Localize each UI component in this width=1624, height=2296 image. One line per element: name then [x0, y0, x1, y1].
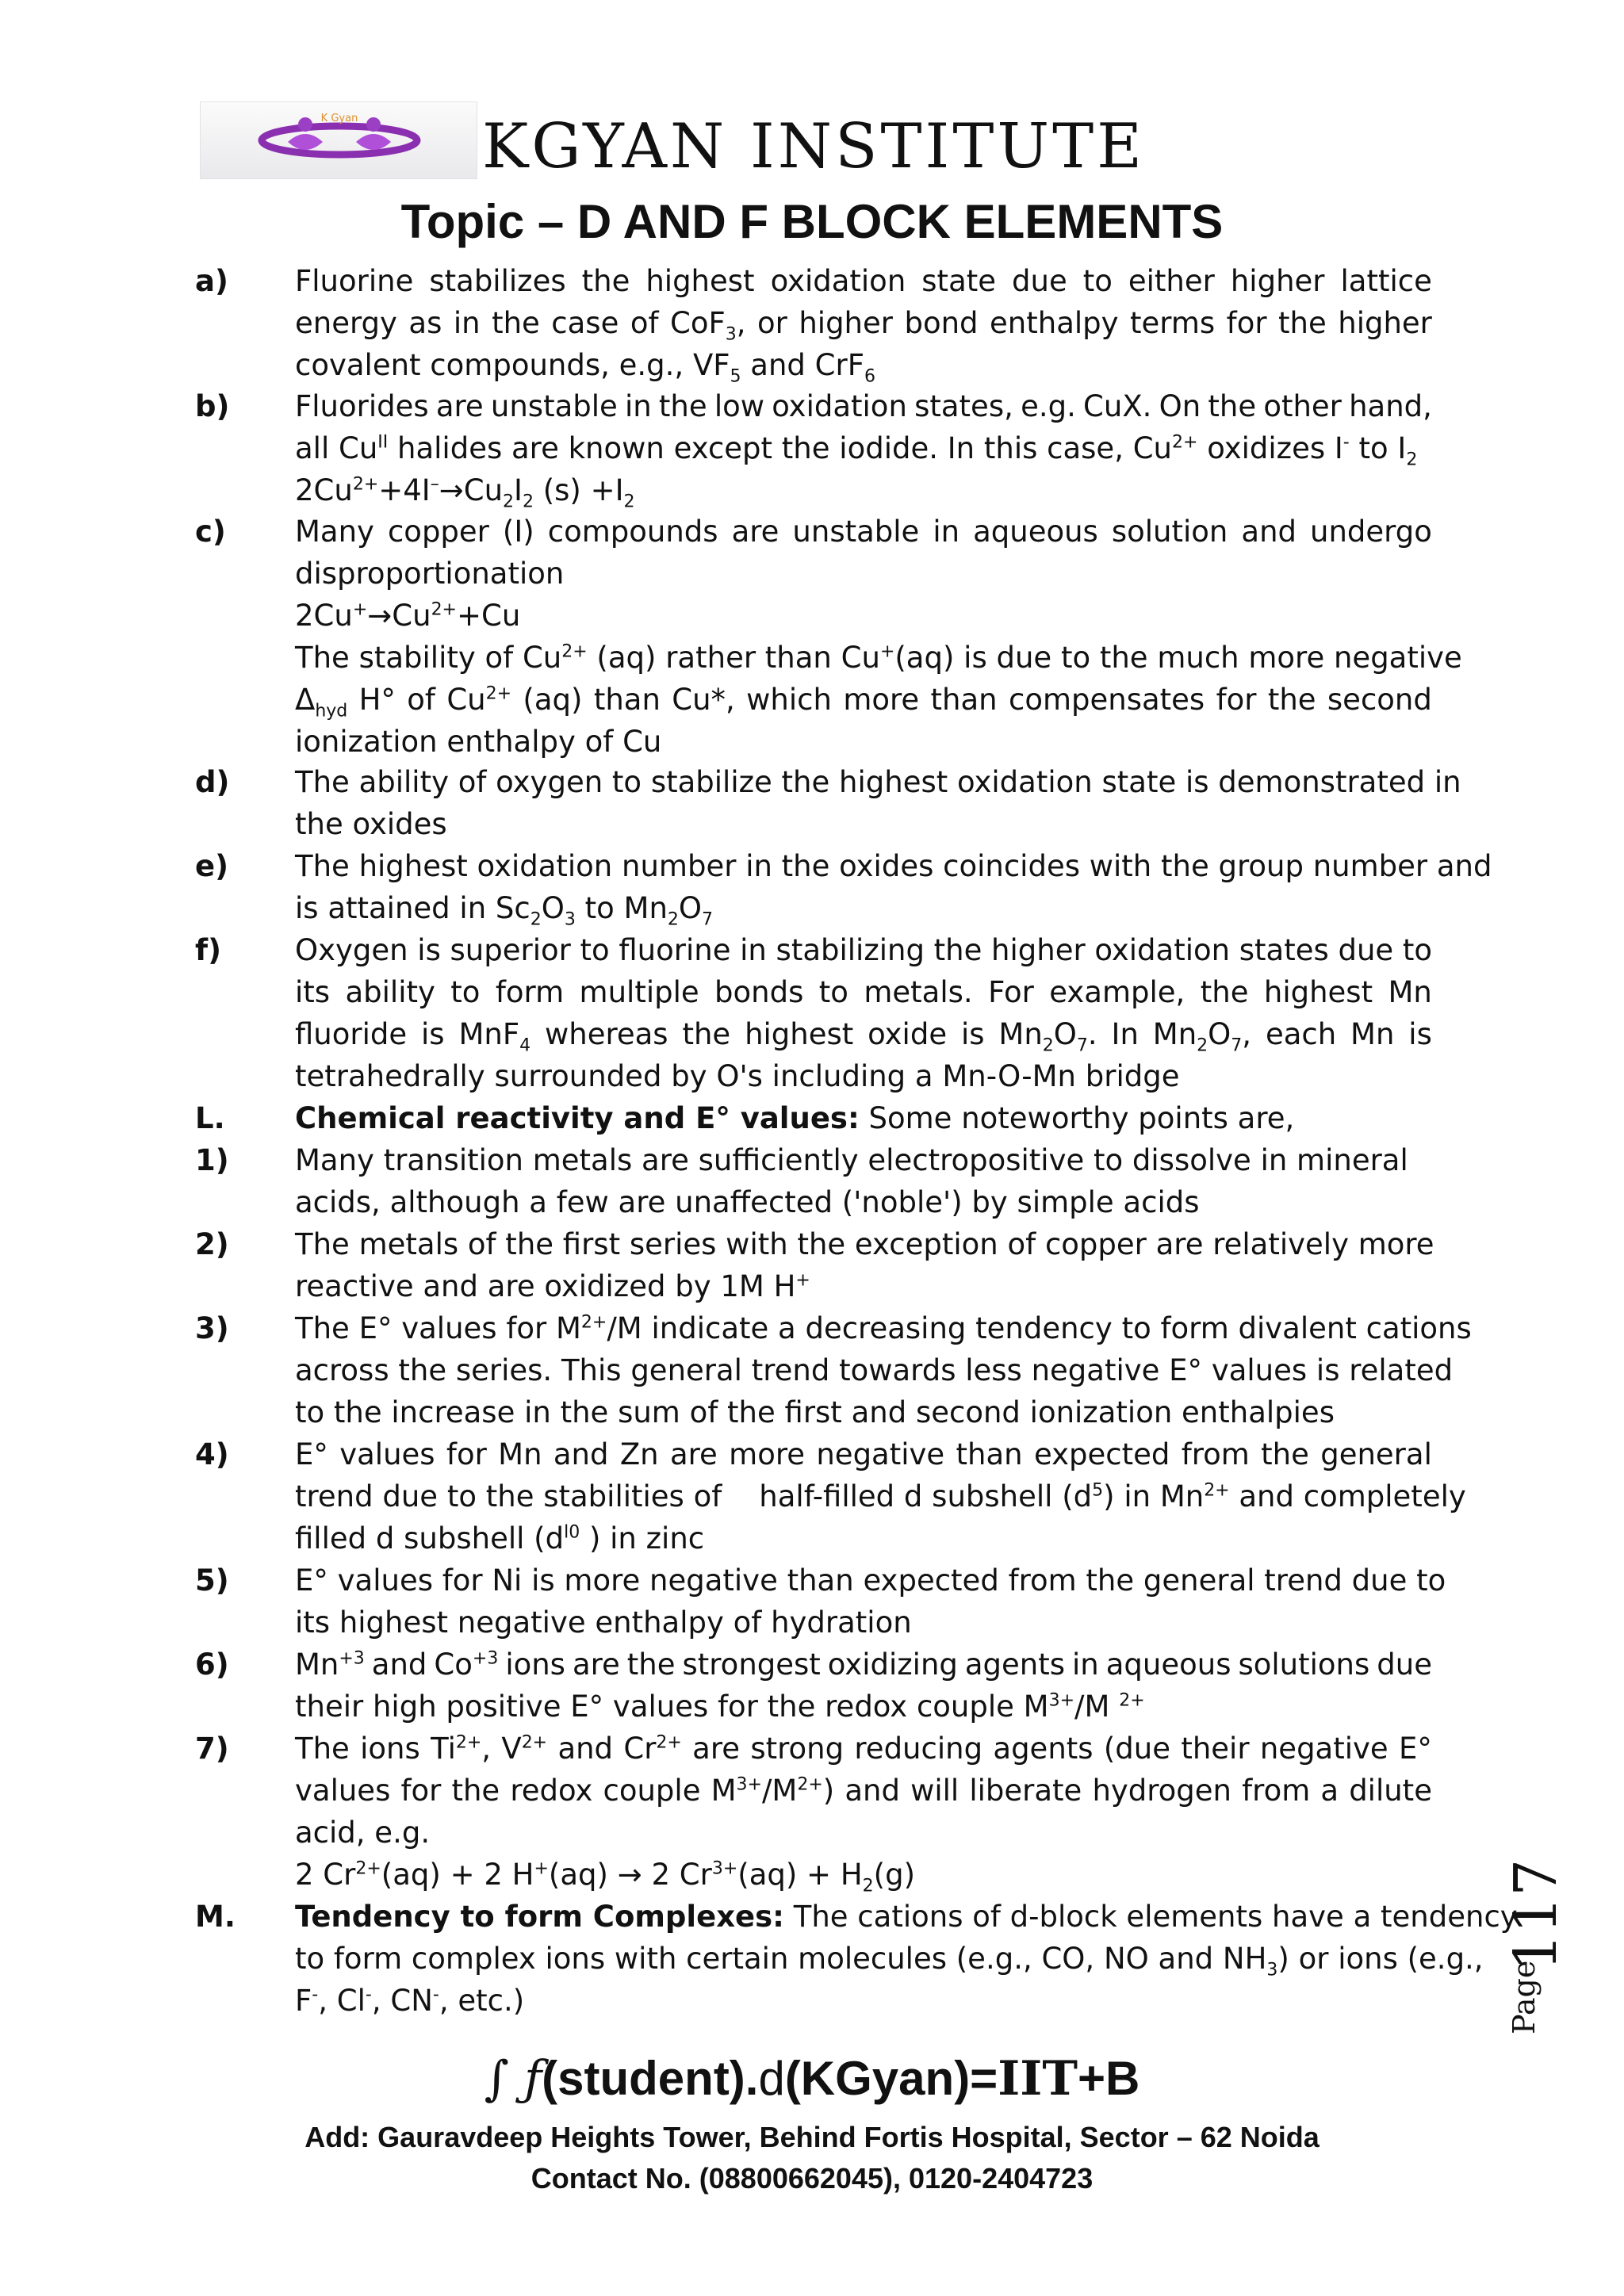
item-text: $Mn^{+3}$ and $Co^{+3}$ ions are the strongest oxidizing agents in aqueous solutions due their high positive E° values for the redox couple $M^{3+}/M$ $^{2+}$ — [295, 1647, 1432, 1724]
item-text: Oxygen is superior to fluorine in stabilizing the higher oxidation states due to its ability to form multiple bonds to metals. For example, the highest Mn fluoride is MnF$_4$ whereas the highest oxide is $Mn_2O_7$. In $Mn_2O_7$, each Mn is tetrahedrally surrounded by O's including a Mn-O-Mn bridge — [295, 933, 1432, 1093]
page-number: 117 — [1502, 1858, 1570, 1971]
item-label: e) — [195, 849, 229, 883]
section-heading: Chemical reactivity and E° values: — [295, 1101, 860, 1135]
section-label: L. — [195, 1101, 225, 1135]
item-label: 2) — [195, 1227, 229, 1261]
item-label: a) — [195, 264, 228, 298]
item-line: E° values for Ni is more negative than expected from the general trend due to — [295, 1563, 1446, 1598]
page-word: Page — [1507, 1960, 1542, 2034]
section-intro: The cations of d-block elements have a tendency — [783, 1900, 1518, 1934]
item-line: The metals of the first series with the exception of copper are relatively more — [295, 1227, 1434, 1261]
item-label: 7) — [195, 1732, 229, 1766]
logo-text: K Gyan — [320, 113, 358, 124]
item-text: The metals of the first series with the exception of copper are relatively more reactive and are oxidized by 1M H+ — [295, 1223, 1432, 1307]
item-text: Fluorine stabilizes the highest oxidation state due to either higher lattice energy as in the case of CoF$_3$, or higher bond enthalpy terms for the higher covalent compounds, e.g., $VF_5$ and CrF$_6$ — [295, 264, 1432, 387]
integral-icon: ∫ ƒ — [484, 2051, 542, 2107]
section-label: M. — [195, 1900, 236, 1934]
item-label: 5) — [195, 1563, 229, 1598]
item-label: b) — [195, 389, 230, 423]
item-label: 4) — [195, 1437, 229, 1471]
item-line: acids, although a few are unaffected ('noble') by simple acids — [295, 1185, 1200, 1219]
item-line: to the increase in the sum of the first and second ionization enthalpies — [295, 1395, 1335, 1429]
item-line: Many transition metals are sufficiently electropositive to dissolve in mineral — [295, 1143, 1408, 1177]
item-text: The E° values for $M^{2+}/M$ indicate a decreasing tendency to form divalent cations across the series. This general trend towards less negative E° values is related to the increase in the sum of the first and second ionization enthalpies — [295, 1307, 1432, 1433]
item-line: The ability of oxygen to stabilize the highest oxidation state is demonstrated in — [295, 765, 1461, 799]
section-text — [295, 1097, 1432, 1139]
footer-address: Add: Gauravdeep Heights Tower, Behind Fortis Hospital, Sector – 62 Noida — [304, 2121, 1320, 2153]
page-title: Topic – D AND F BLOCK ELEMENTS — [400, 195, 1224, 248]
item-text — [295, 1559, 1446, 1644]
item-line: its highest negative enthalpy of hydration — [295, 1605, 912, 1640]
footer-slogan: ∫ ƒ(student).d(KGyan)=IIT+B — [484, 2051, 1140, 2107]
item-line: E° values for Mn and Zn are more negative than expected from the general — [295, 1437, 1432, 1471]
item-line: across the series. This general trend towards less negative E° values is related — [295, 1353, 1454, 1387]
item-text: Fluorides are unstable in the low oxidation states, e.g. CuX. On the other hand, all $Cu^{II}$ halides are known except the iodide. In this case, $Cu^{2+}$ oxidizes I- to $I_2$ $2Cu^{2+}+4I^-\to Cu_2I_2$ $(s) +I_2$ — [295, 389, 1432, 512]
item-label: 6) — [195, 1647, 229, 1682]
item-label: c) — [195, 515, 226, 549]
item-label: d) — [195, 765, 230, 799]
item-text: Many copper (I) compounds are unstable in aqueous solution and undergo disproportionation $2Cu^+\to Cu^{2+}+Cu$ The stability of $Cu^{2+}$ (aq) rather than Cu+(aq) is due to the much more negative $\Delta_{hyd}$ H° of $Cu^{2+}$ (aq) than Cu*, which more than compensates for the second ionization enthalpy of Cu — [295, 515, 1462, 759]
item-line: the oxides — [295, 807, 447, 841]
item-label: 1) — [195, 1143, 229, 1177]
item-text: The highest oxidation number in the oxides coincides with the group number and is attained in $Sc_2O_3$ to $Mn_2O_7$ — [295, 849, 1492, 930]
item-text: E° values for Mn and Zn are more negative than expected from the general trend due to the stabilities of half-filled d subshell $(d^5)$ in $Mn^{2+}$ and completely filled d subshell ($d^{l0}$ ) in zinc — [295, 1433, 1432, 1559]
institute-logo — [200, 101, 477, 179]
item-text: The ions $Ti^{2+}$, $V^{2+}$ and $Cr^{2+}$ are strong reducing agents (due their negative E° values for the redox couple $M^{3+}/M^{2+}$) and will liberate hydrogen from a dilute acid, e.g. 2 $Cr^{2+}(aq) + 2$ H+(aq) → 2 $Cr^{3+}(aq) + H_2(g)$ — [295, 1732, 1432, 1896]
item-label: f) — [195, 933, 222, 967]
item-line: acid, e.g. — [295, 1816, 431, 1850]
item-text — [295, 1139, 1432, 1223]
item-text — [295, 761, 1461, 845]
people-logo-icon — [256, 110, 423, 170]
section-intro: Some noteworthy points are, — [859, 1101, 1295, 1135]
section-text: Tendency to form Complexes: The cations of d-block elements have a tendency to form complex ions with certain molecules (e.g., CO, NO and $NH_3$) or ions (e.g., F-, Cl-, CN-, etc.) — [295, 1900, 1518, 2018]
item-label: 3) — [195, 1311, 229, 1345]
footer-contact: Contact No. (08800662045), 0120-2404723 — [530, 2162, 1094, 2195]
institute-name: KGYAN INSTITUTE — [482, 111, 1146, 182]
section-heading: Tendency to form Complexes: — [295, 1900, 784, 1934]
